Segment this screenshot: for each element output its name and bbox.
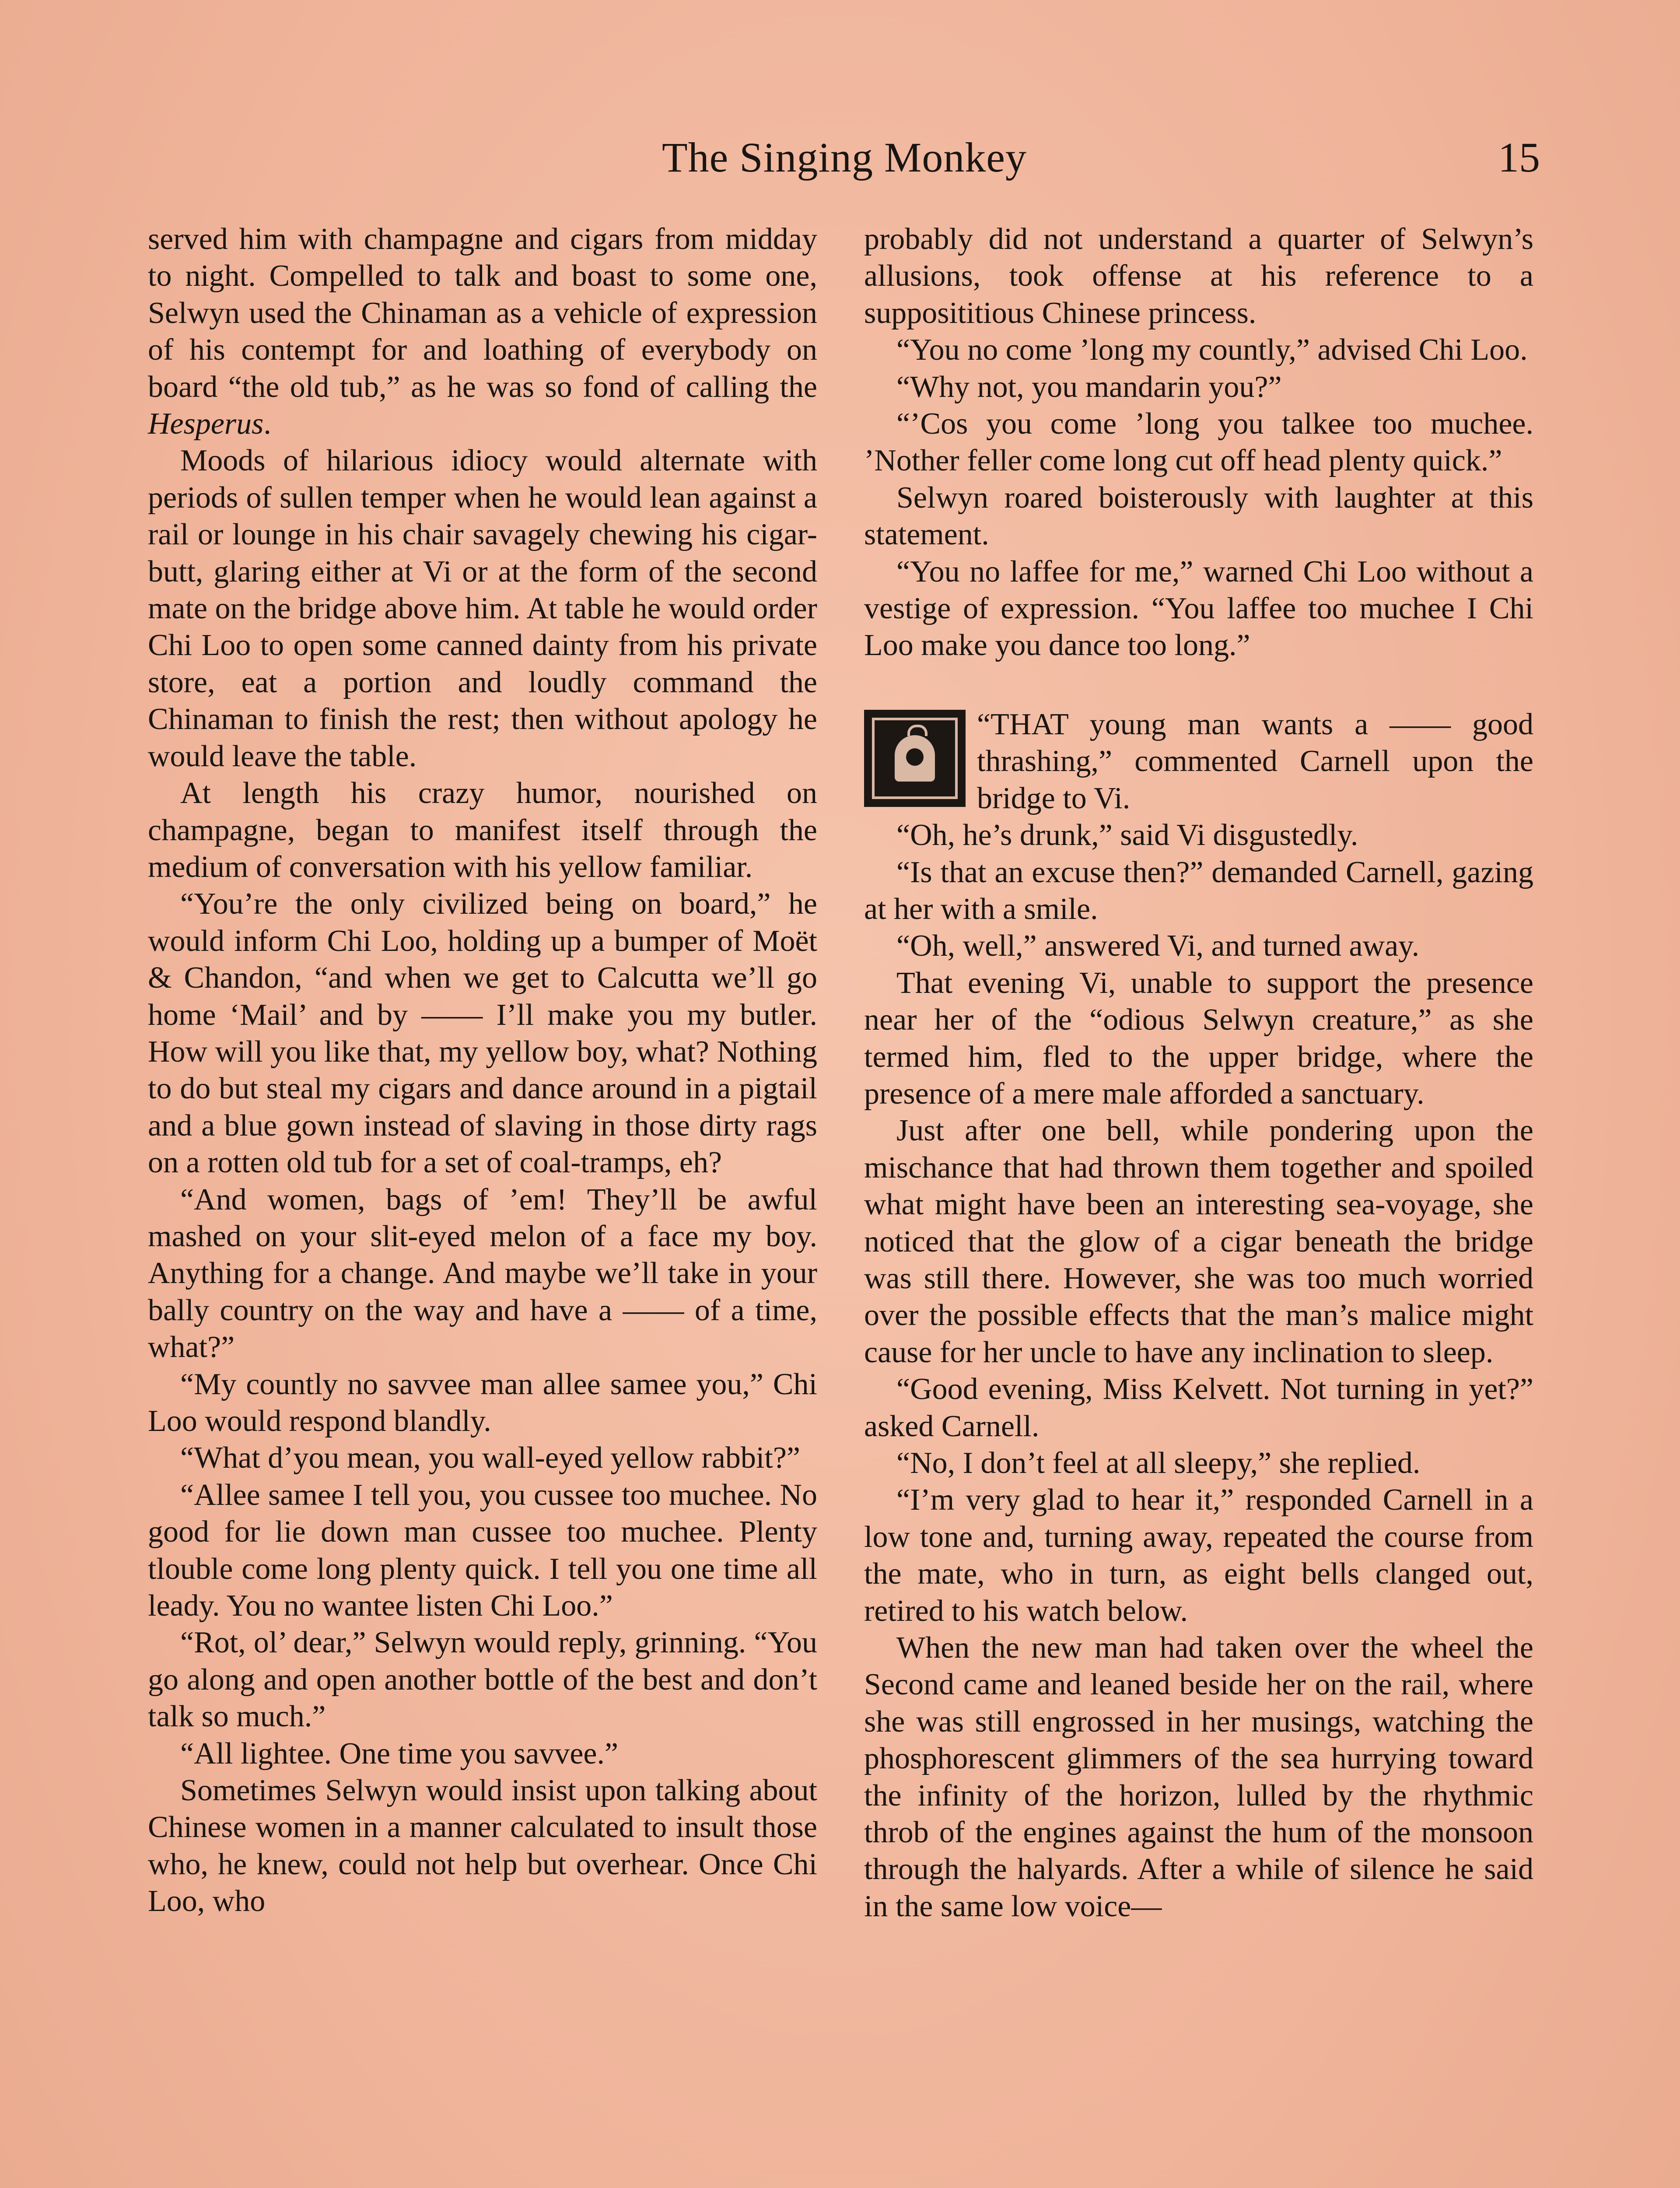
ship-name: Hesperus: [148, 407, 264, 441]
left-paragraph-2: Moods of hilarious idiocy would alternate with periods of sullen temper when he would lean against a rail or lounge in his chair savagely chewing his cigar-butt, glaring either at Vi or at the form of the second mate on the bridge above him. At table he would order Chi Loo to open some canned dainty from his private store, eat a portion and loudly command the Chinaman to finish the rest; then without apology he would leave the table.: [148, 444, 817, 773]
left-paragraph-6: “My countly no savvee man allee samee you,” Chi Loo would respond blandly.: [148, 1367, 817, 1438]
right-paragraph-8: “Oh, well,” answered Vi, and turned away.: [896, 929, 1420, 963]
left-paragraph-7: “What d’you mean, you wall-eyed yellow rabbit?”: [180, 1441, 800, 1475]
right-paragraph-6: “Oh, he’s drunk,” said Vi disgustedly.: [896, 818, 1358, 852]
left-paragraph-9: “Rot, ol’ dear,” Selwyn would reply, grinning. “You go along and open another bottle of the best and don’t talk so much.”: [148, 1626, 817, 1734]
right-paragraph-7: “Is that an excuse then?” demanded Carnell, gazing at her with a smile.: [864, 855, 1533, 926]
left-paragraph-10: “All lightee. One time you savvee.”: [180, 1736, 619, 1771]
running-title: The Singing Monkey: [662, 134, 1027, 181]
left-paragraph-3: At length his crazy humor, nourished on champagne, began to manifest itself through the medium of conversation with his yellow familiar.: [148, 776, 817, 884]
right-paragraph-1: “You no come ’long my countly,” advised Chi Loo.: [896, 333, 1528, 367]
bell-ornament-icon: [864, 710, 966, 807]
right-paragraph-14: When the new man had taken over the wheel the Second came and leaned beside her on the rail, where she was still engrossed in her musings, watching the phosphorescent glimmers of the sea hurrying toward the infinity of the horizon, lulled by the rhythmic throb of the engines against the hum of the monsoon through the halyards. After a while of silence he said in the same low voice—: [864, 1631, 1533, 1923]
left-paragraph-11: Sometimes Selwyn would insist upon talking about Chinese women in a manner calculated to insult those who, he knew, could not help but overhear. Once Chi Loo, who: [148, 1774, 817, 1918]
left-paragraph-4: “You’re the only civilized being on board,” he would inform Chi Loo, holding up a bumper of Moët & Chandon, “and when we get to Calcutta we’ll go home ‘Mail’ and by —— I’ll make you my butler. How will you like that, my yellow boy, what? Nothing to do but steal my cigars and dance around in a pigtail and a blue gown instead of slaving in those dirty rags on a rotten old tub for a set of coal-tramps, eh?: [148, 887, 817, 1180]
left-paragraph-8: “Allee samee I tell you, you cussee too muchee. No good for lie down man cussee too muchee. Plenty tlouble come long plenty quick. I tell you one time all leady. You no wantee listen Chi Loo.”: [148, 1478, 817, 1623]
right-paragraph-5: “You no laffee for me,” warned Chi Loo without a vestige of expression. “You laffee too muchee I Chi Loo make you dance too long.”: [864, 554, 1533, 663]
section-break: [864, 706, 1533, 817]
right-column: [864, 221, 1533, 1925]
right-paragraph-4: Selwyn roared boisterously with laughter at this statement.: [864, 480, 1533, 552]
right-paragraph-10: Just after one bell, while pondering upon the mischance that had thrown them together and spoiled what might have been an interesting sea-voyage, she noticed that the glow of a cigar beneath the bridge was still there. However, she was too much worried over the possible effects that the man’s malice might cause for her uncle to have any inclination to sleep.: [864, 1114, 1533, 1369]
page-number: 15: [1498, 134, 1540, 181]
section-opening-paragraph: “THAT young man wants a —— good thrashing,” commented Carnell upon the bridge to Vi.: [977, 707, 1533, 815]
left-column: [148, 221, 817, 1920]
left-paragraph-1-text: served him with champagne and cigars from midday to night. Compelled to talk and boast to some one, Selwyn used the Chinaman as a vehicle of expression of his contempt for and loathing of everybody on board “the old tub,” as he was so fond of calling the Hesperus.: [148, 222, 817, 441]
right-paragraph-13: “I’m very glad to hear it,” responded Carnell in a low tone and, turning away, repeated the course from the mate, who in turn, as eight bells clanged out, retired to his watch below.: [864, 1483, 1533, 1628]
right-paragraph-12: “No, I don’t feel at all sleepy,” she replied.: [896, 1446, 1421, 1480]
running-head: [149, 127, 1540, 188]
right-continuation: probably did not understand a quarter of Selwyn’s allusions, took offense at his reference to a supposititious Chinese princess.: [864, 222, 1533, 330]
right-paragraph-9: That evening Vi, unable to support the presence near her of the “odious Selwyn creature,” as she termed him, fled to the upper bridge, where the presence of a mere male afforded a sanctuary.: [864, 966, 1533, 1111]
right-paragraph-11: “Good evening, Miss Kelvett. Not turning in yet?” asked Carnell.: [864, 1372, 1533, 1443]
right-paragraph-2: “Why not, you mandarin you?”: [896, 370, 1282, 404]
left-paragraph-1: [148, 221, 817, 442]
left-paragraph-5: “And women, bags of ’em! They’ll be awful mashed on your slit-eyed melon of a face my boy. Anything for a change. And maybe we’ll take in your bally country on the way and have a —— of a time, what?”: [148, 1182, 817, 1364]
right-paragraph-3: “’Cos you come ’long you talkee too muchee. ’Nother feller come long cut off head plenty quick.”: [864, 407, 1533, 478]
